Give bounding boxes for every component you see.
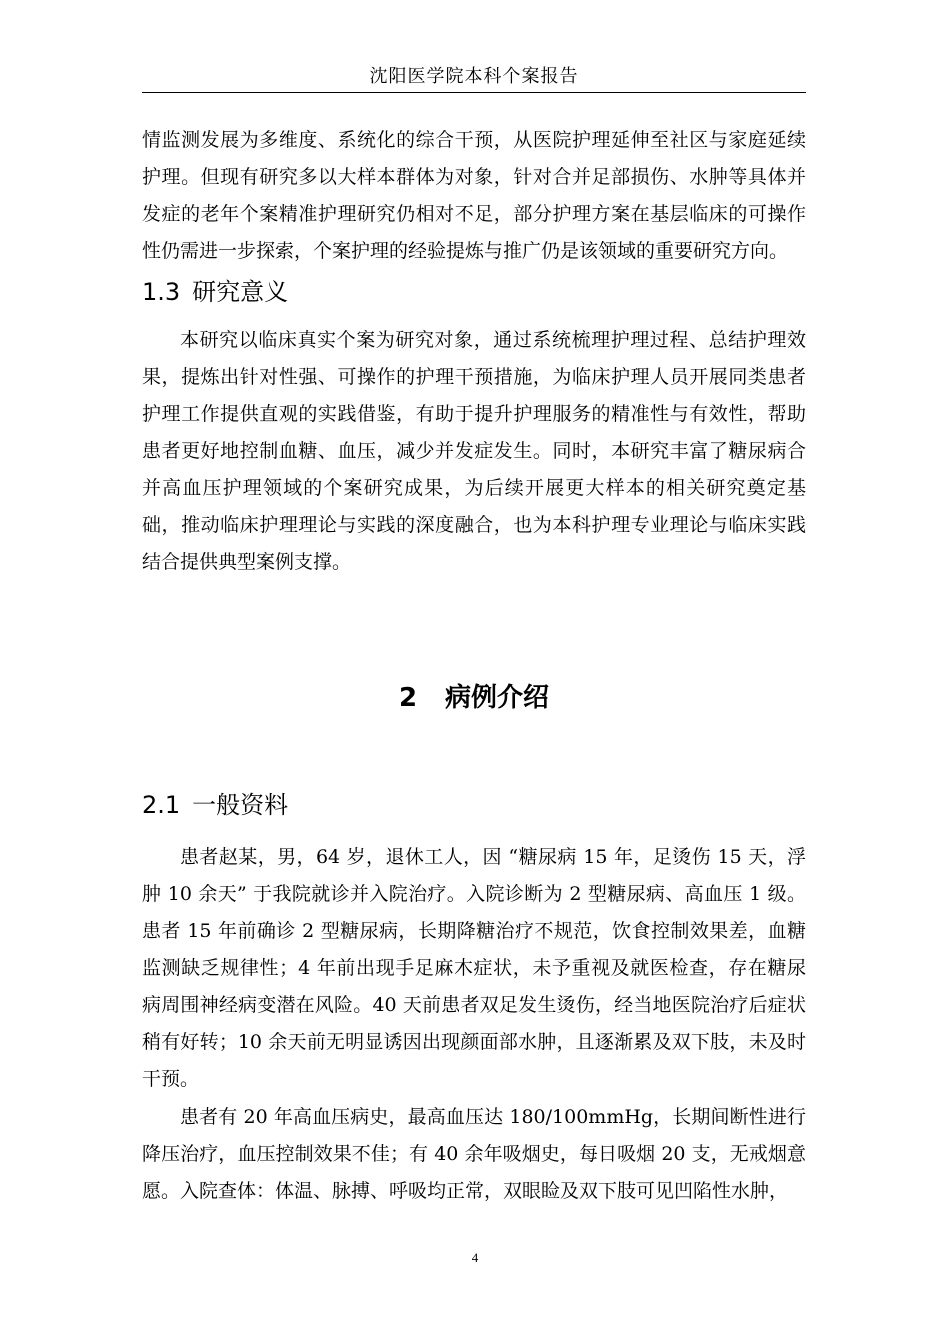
- section-heading-2-1: [142, 790, 288, 820]
- research-significance-paragraph: 本研究以临床真实个案为研究对象，通过系统梳理护理过程、总结护理效果，提炼出针对性强、可操作的护理干预措施，为临床护理人员开展同类患者护理工作提供直观的实践借鉴，有助于提升护理服务的精准性与有效性，帮助患者更好地控制血糖、血压，减少并发症发生。同时，本研究丰富了糖尿病合并高血压护理领域的个案研究成果，为后续开展更大样本的相关研究奠定基础，推动临床护理理论与实践的深度融合，也为本科护理专业理论与临床实践结合提供典型案例支撑。: [142, 329, 806, 573]
- section-title: 研究意义: [192, 278, 289, 306]
- chapter-title: 病例介绍: [445, 683, 550, 713]
- page-number: 4: [471, 1250, 479, 1265]
- general-info-paragraph-2: 患者有 20 年高血压病史，最高血压达 180/100mmHg，长期间断性进行降压治疗，血压控制效果不佳；有 40 余年吸烟史，每日吸烟 20 支，无戒烟意愿。入院查体：体温、脉搏、呼吸均正常，双眼睑及双下肢可见凹陷性水肿，: [142, 1106, 806, 1202]
- chapter-number: 2: [398, 683, 418, 713]
- section-heading-1-3: [142, 277, 288, 307]
- section-number: 2.1: [142, 791, 181, 819]
- chapter-heading-2: [142, 682, 806, 714]
- section-number: 1.3: [142, 278, 181, 306]
- section-title: 一般资料: [192, 791, 289, 819]
- header-divider: [142, 92, 806, 93]
- general-info-paragraph-1: 患者赵某，男，64 岁，退休工人，因 “糖尿病 15 年，足烫伤 15 天，浮肿 10 余天” 于我院就诊并入院治疗。入院诊断为 2 型糖尿病、高血压 1 级。患者 15 年前确诊 2 型糖尿病，长期降糖治疗不规范，饮食控制效果差，血糖监测缺乏规律性；4 年前出现手足麻木症状，未予重视及就医检查，存在糖尿病周围神经病变潜在风险。40 天前患者双足发生烫伤，经当地医院治疗后症状稍有好转；10 余天前无明显诱因出现颜面部水肿，且逐渐累及双下肢，未及时干预。: [142, 846, 806, 1090]
- page-header: 沈阳医学院本科个案报告: [369, 66, 579, 87]
- continuation-paragraph: 情监测发展为多维度、系统化的综合干预，从医院护理延伸至社区与家庭延续护理。但现有研究多以大样本群体为对象，针对合并足部损伤、水肿等具体并发症的老年个案精准护理研究仍相对不足，部分护理方案在基层临床的可操作性仍需进一步探索，个案护理的经验提炼与推广仍是该领域的重要研究方向。: [142, 129, 806, 262]
